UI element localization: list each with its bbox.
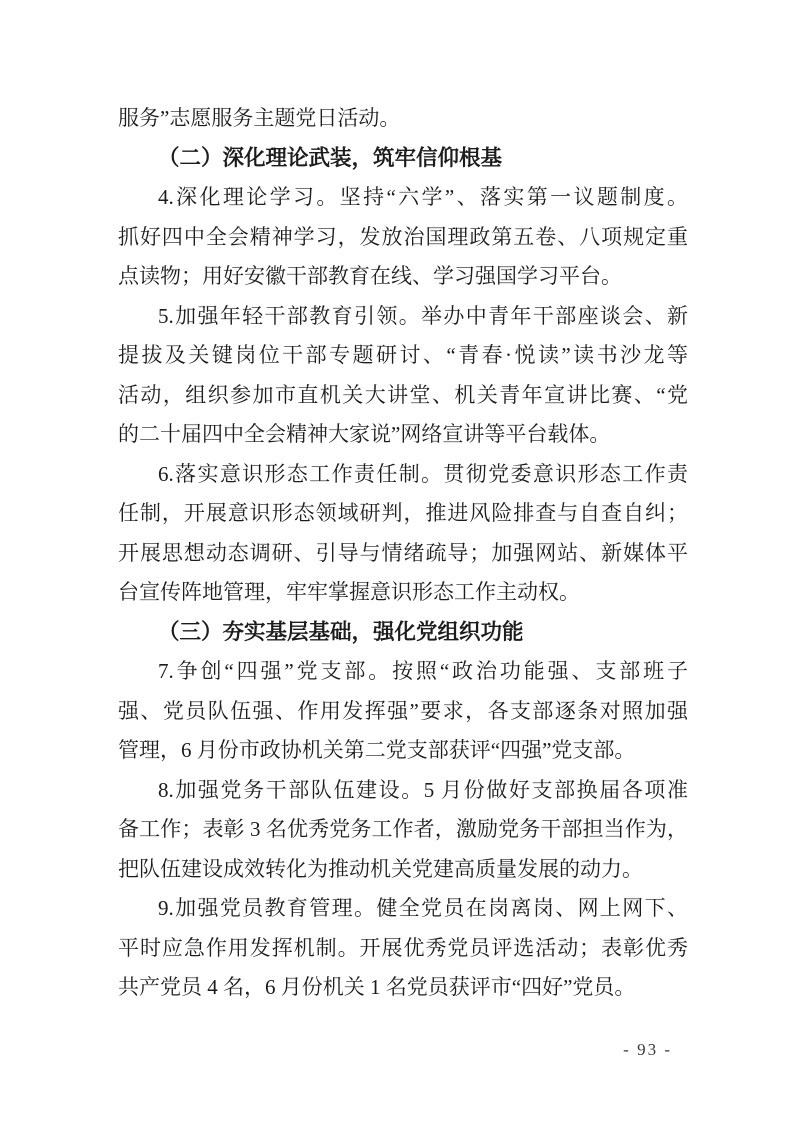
- section-heading: （二）深化理论武装，筑牢信仰根基: [158, 145, 503, 170]
- text-line: 活动，组织参加市直机关大讲堂、机关青年宣讲比赛、“党: [118, 382, 688, 407]
- text-line: 点读物；用好安徽干部教育在线、学习强国学习平台。: [118, 264, 622, 288]
- text-line: 备工作；表彰 3 名优秀党务工作者，激励党务干部担当作为，: [118, 817, 688, 841]
- text-line: 7.争创“四强”党支部。按照“政治功能强、支部班子: [158, 659, 688, 683]
- text-line: 4.深化理论学习。坚持“六学”、落实第一议题制度。: [158, 185, 688, 209]
- text-line: 6.落实意识形态工作责任制。贯彻党委意识形态工作责: [158, 461, 688, 486]
- text-line: 提拔及关键岗位干部专题研讨、“青春·悦读”读书沙龙等: [118, 343, 688, 367]
- text-line: 9.加强党员教育管理。健全党员在岗离岗、网上网下、: [158, 896, 688, 920]
- text-line: 的二十届四中全会精神大家说”网络宣讲等平台载体。: [118, 422, 611, 446]
- text-line: 台宣传阵地管理，牢牢掌握意识形态工作主动权。: [118, 580, 580, 604]
- text-line: 5.加强年轻干部教育引领。举办中青年干部座谈会、新: [158, 303, 688, 328]
- document-body: [118, 99, 688, 1008]
- text-line: 管理，6 月份市政协机关第二党支部获评“四强”党支部。: [118, 738, 636, 762]
- text-line: 开展思想动态调研、引导与情绪疏导；加强网站、新媒体平: [118, 540, 688, 565]
- text-line: 服务”志愿服务主题党日活动。: [118, 106, 401, 130]
- section-heading: （三）夯实基层基础，强化党组织功能: [158, 619, 524, 644]
- text-line: 把队伍建设成效转化为推动机关党建高质量发展的动力。: [118, 856, 643, 881]
- text-line: 平时应急作用发挥机制。开展优秀党员评选活动；表彰优秀: [118, 935, 688, 960]
- text-line: 强、党员队伍强、作用发挥强”要求，各支部逐条对照加强: [118, 698, 688, 723]
- text-line: 共产党员 4 名，6 月份机关 1 名党员获评市“四好”党员。: [118, 975, 636, 999]
- text-line: 抓好四中全会精神学习，发放治国理政第五卷、八项规定重: [118, 224, 688, 249]
- page-number: - 93 -: [623, 1040, 672, 1059]
- text-line: 任制，开展意识形态领域研判，推进风险排查与自查自纠；: [118, 501, 688, 525]
- text-line: 8.加强党务干部队伍建设。5 月份做好支部换届各项准: [158, 777, 688, 802]
